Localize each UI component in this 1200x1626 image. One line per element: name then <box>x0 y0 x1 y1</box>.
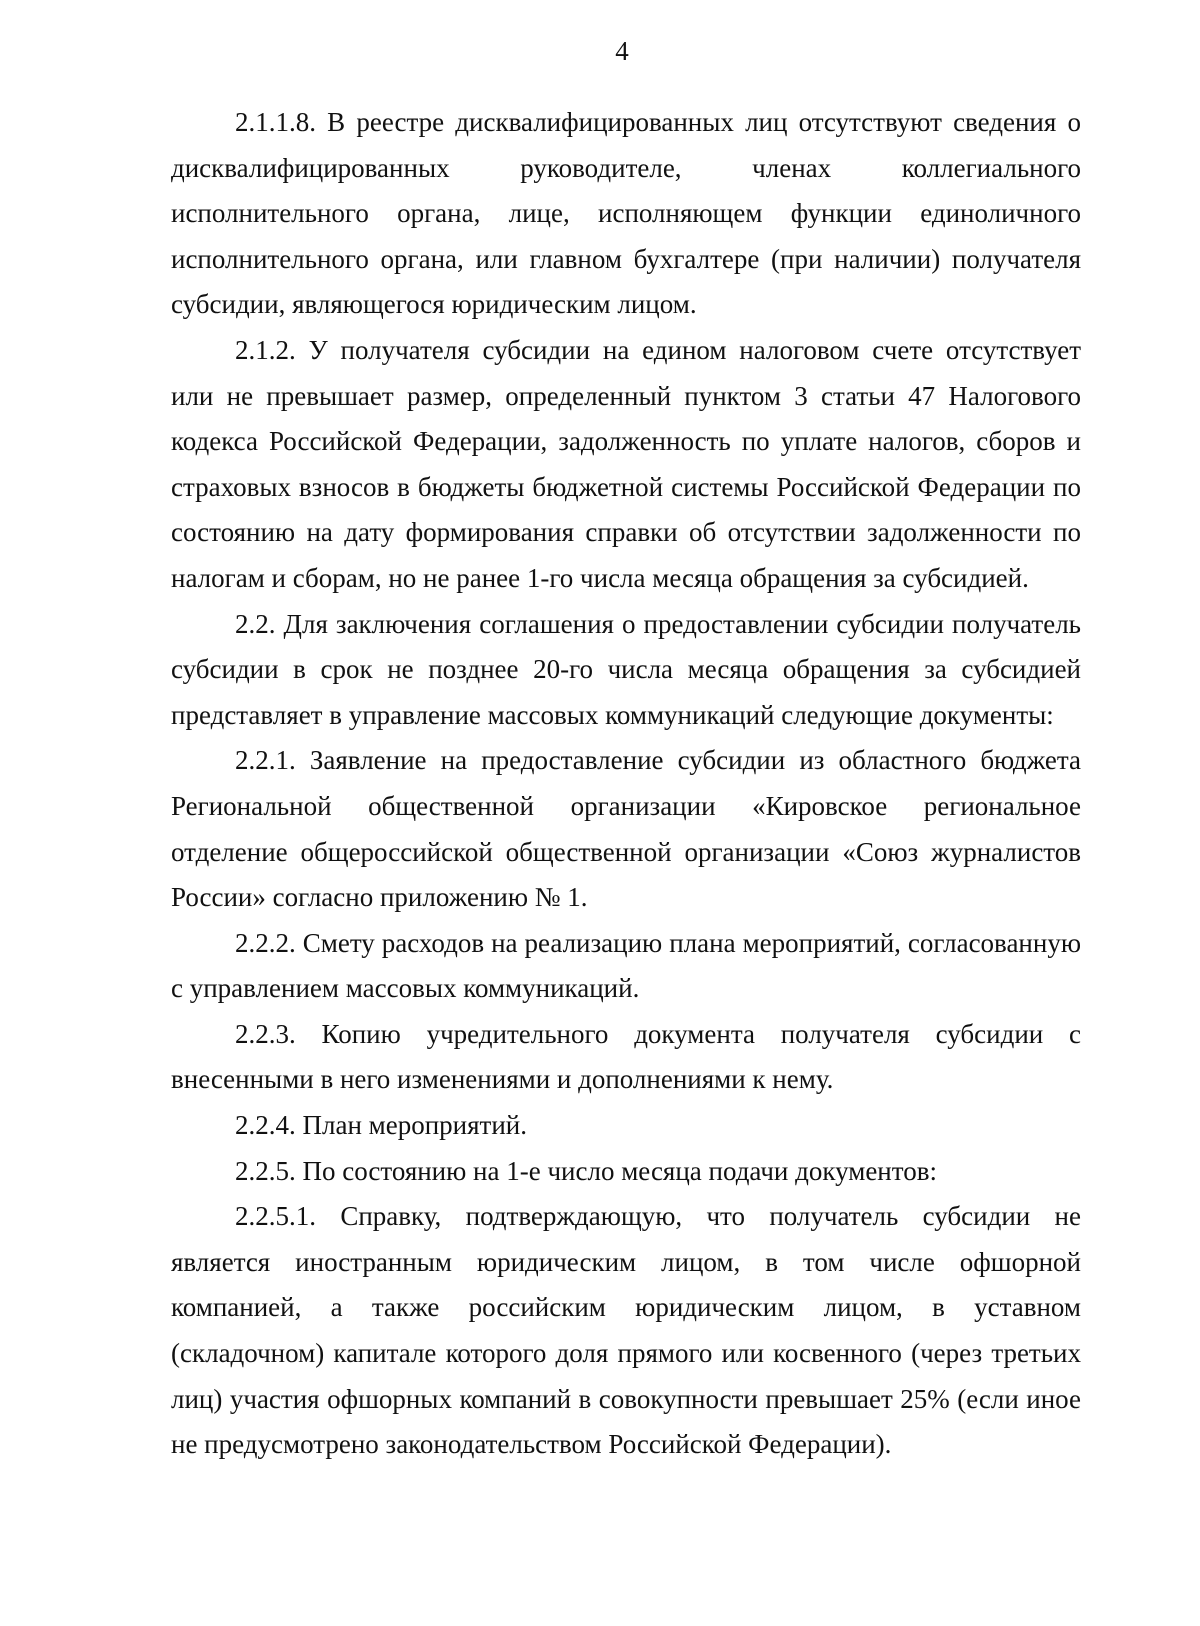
page-number: 4 <box>615 36 629 66</box>
paragraph-2-2-1: 2.2.1. Заявление на предоставление субсидии из областного бюджета Региональной общественной организации «Кировское региональное отделение общероссийской общественной организации «Союз журналистов России» согласно приложению № 1. <box>171 745 1081 913</box>
paragraph-2-2-4: 2.2.4. План мероприятий. <box>235 1110 527 1141</box>
paragraph-2-2-2: 2.2.2. Смету расходов на реализацию плана мероприятий, согласованную с управлением массовых коммуникаций. <box>171 927 1081 1004</box>
document-body <box>171 100 1081 1468</box>
paragraph-2-2-3: 2.2.3. Копию учредительного документа получателя субсидии с внесенными в него изменениями и дополнениями к нему. <box>171 1018 1081 1095</box>
paragraph-2-1-1-8: 2.1.1.8. В реестре дисквалифицированных лиц отсутствуют сведения о дисквалифицированных руководителе, членах коллегиального исполнительного органа, лице, исполняющем функции единоличного исполнительного органа, или главном бухгалтере (при наличии) получателя субсидии, являющегося юридическим лицом. <box>171 107 1081 320</box>
paragraph-2-1-2: 2.1.2. У получателя субсидии на едином налоговом счете отсутствует или не превышает размер, определенный пунктом 3 статьи 47 Налогового кодекса Российской Федерации, задолженность по уплате налогов, сборов и страховых взносов в бюджеты бюджетной системы Российской Федерации по состоянию на дату формирования справки об отсутствии задолженности по налогам и сборам, но не ранее 1-го числа месяца обращения за субсидией. <box>171 334 1081 593</box>
paragraph-2-2: 2.2. Для заключения соглашения о предоставлении субсидии получатель субсидии в срок не позднее 20-го числа месяца обращения за субсидией представляет в управление массовых коммуникаций следующие документы: <box>171 608 1081 730</box>
paragraph-2-2-5: 2.2.5. По состоянию на 1-е число месяца подачи документов: <box>235 1155 937 1186</box>
paragraph-2-2-5-1: 2.2.5.1. Справку, подтверждающую, что получатель субсидии не является иностранным юридическим лицом, в том числе офшорной компанией, а также российским юридическим лицом, в уставном (складочном) капитале которого доля прямого или косвенного (через третьих лиц) участия офшорных компаний в совокупности превышает 25% (если иное не предусмотрено законодательством Российской Федерации). <box>171 1201 1081 1460</box>
